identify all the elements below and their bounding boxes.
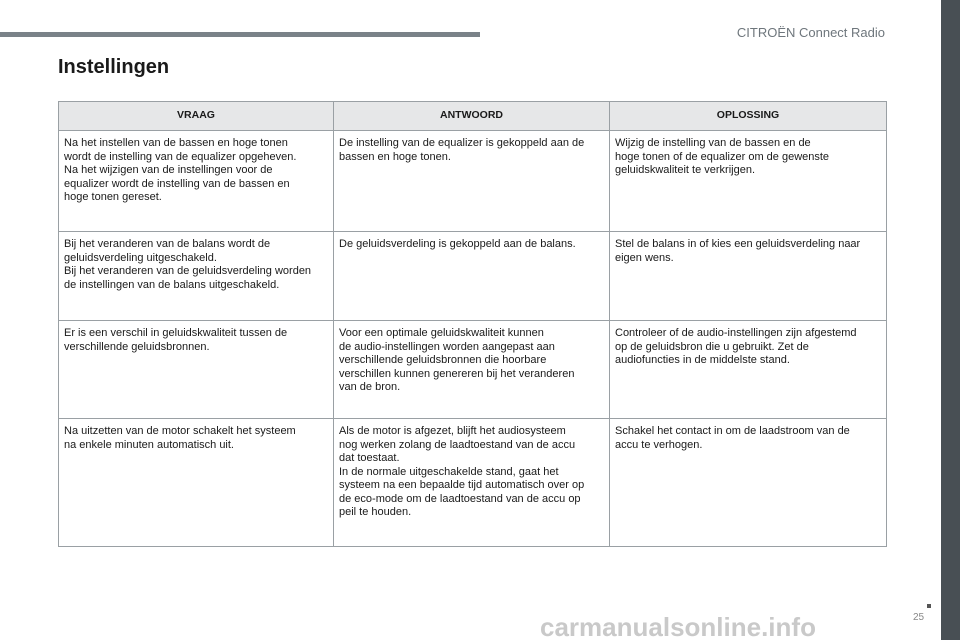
cell-vraag xyxy=(59,419,334,547)
cell-oplossing xyxy=(610,232,887,321)
page-title: Instellingen xyxy=(58,56,170,78)
cell-oplossing xyxy=(610,321,887,419)
cell-text: Stel de balans in of kies een geluidsverdeling naar eigen wens. xyxy=(615,238,861,264)
table-header-row xyxy=(59,102,887,131)
cell-text: Er is een verschil in geluidskwaliteit tussen de verschillende geluidsbronnen. xyxy=(64,327,288,353)
table-row xyxy=(59,419,887,547)
cell-antwoord xyxy=(334,419,610,547)
column-header-antwoord: ANTWOORD xyxy=(334,102,610,131)
cell-oplossing xyxy=(610,419,887,547)
cell-text: De instelling van de equalizer is gekoppeld aan de bassen en hoge tonen. xyxy=(339,137,585,163)
column-header-oplossing: OPLOSSING xyxy=(610,102,887,131)
cell-text: Voor een optimale geluidskwaliteit kunnen de audio-instellingen worden aangepast aan verschillende geluidsbronnen die hoorbare verschillen kunnen genereren bij het veranderen van de bron. xyxy=(339,327,575,393)
cell-vraag xyxy=(59,131,334,232)
table-row xyxy=(59,321,887,419)
troubleshooting-table xyxy=(58,101,887,547)
cell-text: Controleer of de audio-instellingen zijn afgestemd op de geluidsbron die u gebruikt. Zet de audiofuncties in de middelste stand. xyxy=(615,327,857,366)
cell-text: Bij het veranderen van de balans wordt de geluidsverdeling uitgeschakeld. Bij het veranderen van de geluidsverdeling worden de instellingen van de balans uitgeschakeld. xyxy=(64,238,312,291)
cell-text: Wijzig de instelling van de bassen en de hoge tonen of de equalizer om de gewenste geluidskwaliteit te verkrijgen. xyxy=(615,137,830,176)
side-tab xyxy=(941,0,960,640)
header-brand: CITROËN Connect Radio xyxy=(736,25,885,40)
page-marker xyxy=(927,604,931,608)
cell-oplossing xyxy=(610,131,887,232)
cell-vraag xyxy=(59,321,334,419)
cell-text: De geluidsverdeling is gekoppeld aan de balans. xyxy=(339,238,576,250)
watermark: carmanualsonline.info xyxy=(540,612,816,642)
header-rule xyxy=(0,32,480,37)
column-header-vraag: VRAAG xyxy=(59,102,334,131)
cell-vraag xyxy=(59,232,334,321)
cell-text: Schakel het contact in om de laadstroom van de accu te verhogen. xyxy=(615,425,850,451)
cell-antwoord xyxy=(334,232,610,321)
table-row xyxy=(59,131,887,232)
cell-text: Na het instellen van de bassen en hoge tonen wordt de instelling van de equalizer opgeheven. Na het wijzigen van de instellingen voor de equalizer wordt de instelling van de bassen en hoge tonen gereset. xyxy=(64,137,297,203)
cell-text: Na uitzetten van de motor schakelt het systeem na enkele minuten automatisch uit. xyxy=(64,425,296,451)
cell-text: Als de motor is afgezet, blijft het audiosysteem nog werken zolang de laadtoestand van de accu dat toestaat. In de normale uitgeschakelde stand, gaat het systeem na een bepaalde tijd automatisch over op de eco-mode om de laadtoestand van de accu op peil te houden. xyxy=(339,425,585,518)
cell-antwoord xyxy=(334,321,610,419)
cell-antwoord xyxy=(334,131,610,232)
page-number: 25 xyxy=(913,612,925,623)
table-row xyxy=(59,232,887,321)
